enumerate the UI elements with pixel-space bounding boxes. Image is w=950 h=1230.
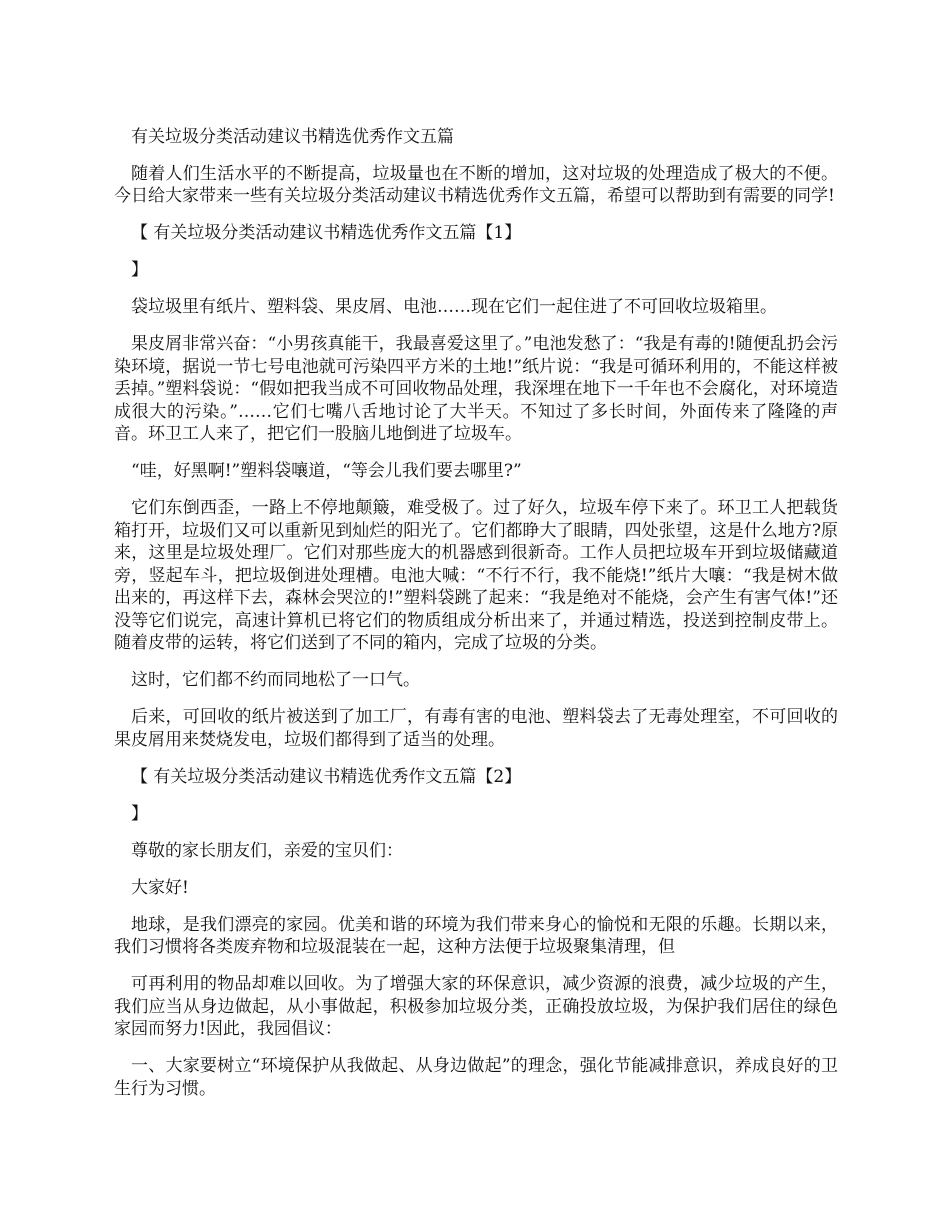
document-title: 有关垃圾分类活动建议书精选优秀作文五篇 <box>131 127 454 147</box>
body-paragraph: 可再利用的物品却难以回收。为了增强大家的环保意识，减少资源的浪费，减少垃圾的产生，我们应当从身边做起，从小事做起，积极参加垃圾分类，正确投放垃圾，为保护我们居住的绿色家园而努力!因此，我园倡议： <box>114 974 838 1039</box>
body-paragraph: 地球，是我们漂亮的家园。优美和谐的环境为我们带来身心的愉悦和无限的乐趣。长期以来，我们习惯将各类废弃物和垃圾混装在一起，这种方法便于垃圾聚集清理，但 <box>114 914 838 957</box>
body-paragraph: 果皮屑非常兴奋：“小男孩真能干，我最喜爱这里了。”电池发愁了：“我是有毒的!随便乱扔会污染环境，据说一节七号电池就可污染四平方米的土地!”纸片说：“我是可循环利用的，不能这样被丢掉。”塑料袋说：“假如把我当成不可回收物品处理，我深埋在地下一千年也不会腐化，对环境造成很大的污染。”……它们七嘴八舌地讨论了大半天。不知过了多长时间，外面传来了隆隆的声音。环卫工人来了，把它们一股脑儿地倒进了垃圾车。 <box>114 334 838 444</box>
greeting: 大家好! <box>131 877 189 898</box>
section-heading-2-close: 】 <box>131 803 148 824</box>
body-paragraph: 它们东倒西歪，一路上不停地颠簸，难受极了。过了好久，垃圾车停下来了。环卫工人把载货箱打开，垃圾们又可以重新见到灿烂的阳光了。它们都睁大了眼睛，四处张望，这是什么地方?原来，这里是垃圾处理厂。它们对那些庞大的机器感到很新奇。工作人员把垃圾车开到垃圾储藏道旁，竖起车斗，把垃圾倒进处理槽。电池大喊：“不行不行，我不能烧!”纸片大嚷：“我是树木做出来的，再这样下去，森林会哭泣的!”塑料袋跳了起来：“我是绝对不能烧，会产生有害气体!”还没等它们说完，高速计算机已将它们的物质组成分析出来了，并通过精选，投送到控制皮带上。随着皮带的运转，将它们送到了不同的箱内，完成了垃圾的分类。 <box>114 498 838 653</box>
section-heading-1-close: 】 <box>131 260 148 280</box>
body-paragraph: 后来，可回收的纸片被送到了加工厂，有毒有害的电池、塑料袋去了无毒处理室，不可回收的果皮屑用来焚烧发电，垃圾们都得到了适当的处理。 <box>114 707 838 750</box>
section-heading-1: 【 有关垃圾分类活动建议书精选优秀作文五篇【1】 <box>131 223 522 243</box>
section-heading-2: 【 有关垃圾分类活动建议书精选优秀作文五篇【2】 <box>131 766 522 787</box>
salutation: 尊敬的家长朋友们，亲爱的宝贝们： <box>131 840 403 861</box>
body-paragraph: 袋垃圾里有纸片、塑料袋、果皮屑、电池……现在它们一起住进了不可回收垃圾箱里。 <box>131 297 777 317</box>
proposal-item-1: 一、大家要树立“环境保护从我做起、从身边做起”的理念，强化节能减排意识，养成良好的卫生行为习惯。 <box>114 1056 838 1099</box>
body-paragraph: “哇，好黑啊!”塑料袋嚷道，“等会儿我们要去哪里?” <box>131 461 522 481</box>
body-paragraph: 这时，它们都不约而同地松了一口气。 <box>131 670 420 690</box>
intro-paragraph: 随着人们生活水平的不断提高，垃圾量也在不断的增加，这对垃圾的处理造成了极大的不便。今日给大家带来一些有关垃圾分类活动建议书精选优秀作文五篇，希望可以帮助到有需要的同学! <box>114 163 838 206</box>
